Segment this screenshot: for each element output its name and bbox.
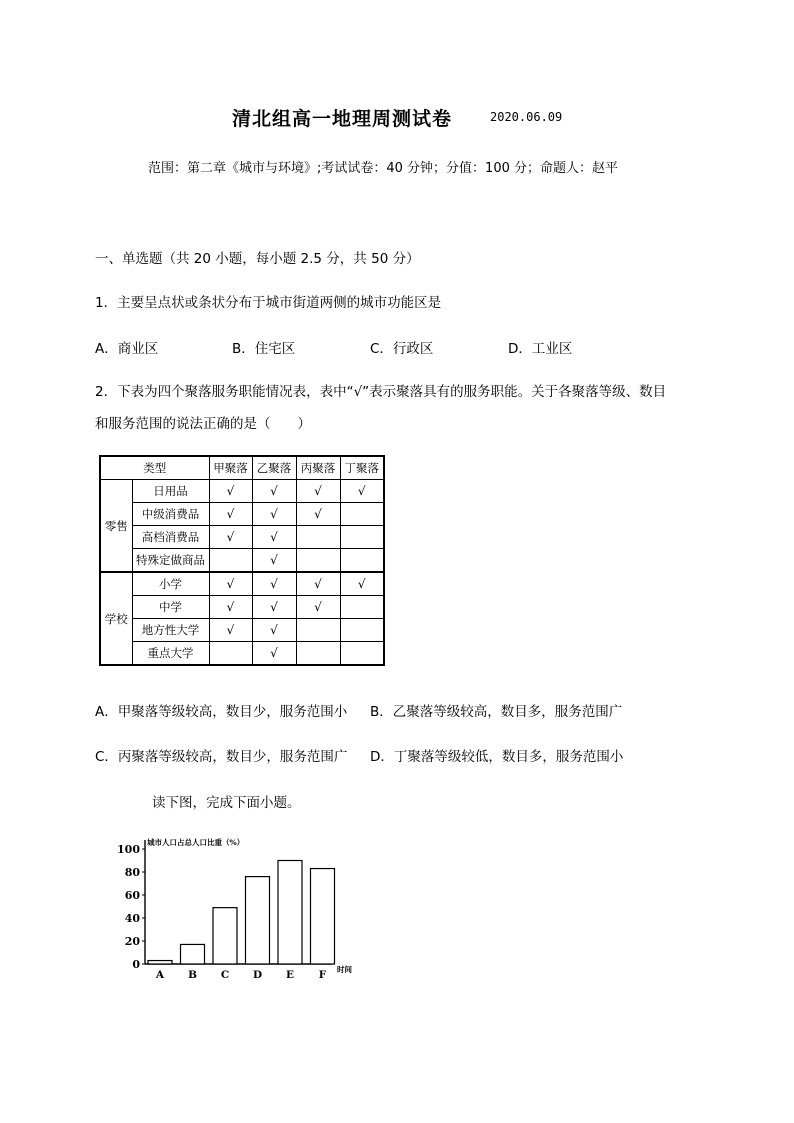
- header-type: 类型: [100, 456, 209, 480]
- bar-F: [311, 869, 335, 964]
- table-cell: [296, 642, 340, 666]
- x-tick-label: C: [220, 969, 230, 981]
- table-cell: [340, 549, 384, 573]
- table-cell: √: [209, 526, 252, 549]
- table-cell: √: [296, 503, 340, 526]
- y-tick-label: 60: [124, 889, 140, 902]
- table-cell: √: [252, 619, 296, 642]
- y-tick-label: 40: [124, 912, 140, 925]
- table-row: [100, 503, 384, 526]
- q2-option-a: A．甲聚落等级较高，数目少，服务范围小: [95, 704, 348, 720]
- header-ding: 丁聚落: [340, 456, 384, 480]
- bar-A: [148, 961, 172, 964]
- table-cell: [296, 549, 340, 573]
- table-cell: [296, 526, 340, 549]
- table-cell: [340, 619, 384, 642]
- table-row: [100, 596, 384, 619]
- q2-option-c: C．丙聚落等级较高，数目少，服务范围广: [95, 749, 348, 765]
- exam-date: 2020.06.09: [490, 110, 563, 124]
- y-tick-label: 100: [117, 843, 140, 856]
- bar-B: [181, 944, 205, 964]
- table-row: [100, 619, 384, 642]
- table-cell: √: [296, 572, 340, 596]
- y-axis-title: 城市人口占总人口比重（%）: [147, 838, 245, 847]
- table-cell: √: [252, 596, 296, 619]
- bar-C: [213, 908, 237, 964]
- table-row: [100, 480, 384, 503]
- header-yi: 乙聚落: [252, 456, 296, 480]
- table-cell: √: [296, 596, 340, 619]
- page-title: 清北组高一地理周测试卷: [232, 108, 453, 130]
- group-label-school: 学校: [100, 572, 132, 665]
- table-cell: √: [209, 619, 252, 642]
- table-cell: √: [252, 572, 296, 596]
- table-cell: √: [252, 549, 296, 573]
- q1-option-a: A．商业区: [95, 341, 159, 357]
- q2-stem-line2: 和服务范围的说法正确的是（ ）: [95, 416, 311, 432]
- y-tick-label: 80: [124, 866, 140, 879]
- table-cell: √: [296, 480, 340, 503]
- table-cell: [340, 526, 384, 549]
- table-cell: √: [252, 642, 296, 666]
- table-cell: √: [340, 480, 384, 503]
- x-tick-label: E: [285, 969, 295, 981]
- row-label: 中级消费品: [132, 503, 209, 526]
- table-cell: √: [340, 572, 384, 596]
- row-label: 高档消费品: [132, 526, 209, 549]
- bar-D: [246, 877, 270, 964]
- table-cell: √: [252, 503, 296, 526]
- row-label: 小学: [132, 572, 209, 596]
- x-tick-label: F: [318, 969, 327, 981]
- table-cell: [340, 596, 384, 619]
- table-cell: [209, 549, 252, 573]
- row-label: 中学: [132, 596, 209, 619]
- table-cell: √: [209, 503, 252, 526]
- row-label: 重点大学: [132, 642, 209, 666]
- x-tick-label: A: [155, 969, 165, 981]
- table-row: [100, 642, 384, 666]
- table-row: [100, 549, 384, 573]
- x-axis-title: 时间: [337, 965, 352, 974]
- q2-option-b: B．乙聚落等级较高，数目多，服务范围广: [370, 704, 623, 720]
- table-cell: [340, 503, 384, 526]
- x-tick-label: B: [188, 969, 197, 981]
- q1-option-d: D．工业区: [508, 341, 573, 357]
- q1-option-b: B．住宅区: [232, 341, 296, 357]
- table-header-row: [100, 456, 384, 480]
- table-cell: √: [252, 480, 296, 503]
- urbanization-bar-chart: [110, 832, 370, 982]
- row-label: 日用品: [132, 480, 209, 503]
- y-tick-label: 0: [132, 958, 140, 971]
- table-cell: [340, 642, 384, 666]
- q1-option-c: C．行政区: [370, 341, 434, 357]
- exam-scope: 范围：第二章《城市与环境》;考试试卷：40 分钟；分值：100 分；命题人：赵平: [148, 161, 618, 176]
- table-row: [100, 526, 384, 549]
- table-cell: √: [209, 596, 252, 619]
- x-tick-label: D: [252, 969, 263, 981]
- table-cell: [209, 642, 252, 666]
- table-cell: √: [252, 526, 296, 549]
- group-label-retail: 零售: [100, 480, 132, 573]
- table-row: [100, 572, 384, 596]
- row-label: 特殊定做商品: [132, 549, 209, 573]
- section-heading: 一、单选题（共 20 小题，每小题 2.5 分，共 50 分）: [95, 251, 420, 267]
- table-cell: √: [209, 480, 252, 503]
- table-cell: [296, 619, 340, 642]
- table-cell: √: [209, 572, 252, 596]
- q1-stem: 1．主要呈点状或条状分布于城市街道两侧的城市功能区是: [95, 295, 442, 311]
- bar-E: [278, 861, 302, 965]
- q2-stem-line1: 2．下表为四个聚落服务职能情况表，表中“√”表示聚落具有的服务职能。关于各聚落等级、数目: [95, 384, 667, 400]
- q2-option-d: D．丁聚落等级较低，数目多，服务范围小: [370, 749, 624, 765]
- y-tick-label: 20: [124, 935, 140, 948]
- row-label: 地方性大学: [132, 619, 209, 642]
- header-jia: 甲聚落: [209, 456, 252, 480]
- chart-intro: 读下图，完成下面小题。: [152, 795, 301, 811]
- settlement-services-table: [99, 455, 385, 666]
- header-bing: 丙聚落: [296, 456, 340, 480]
